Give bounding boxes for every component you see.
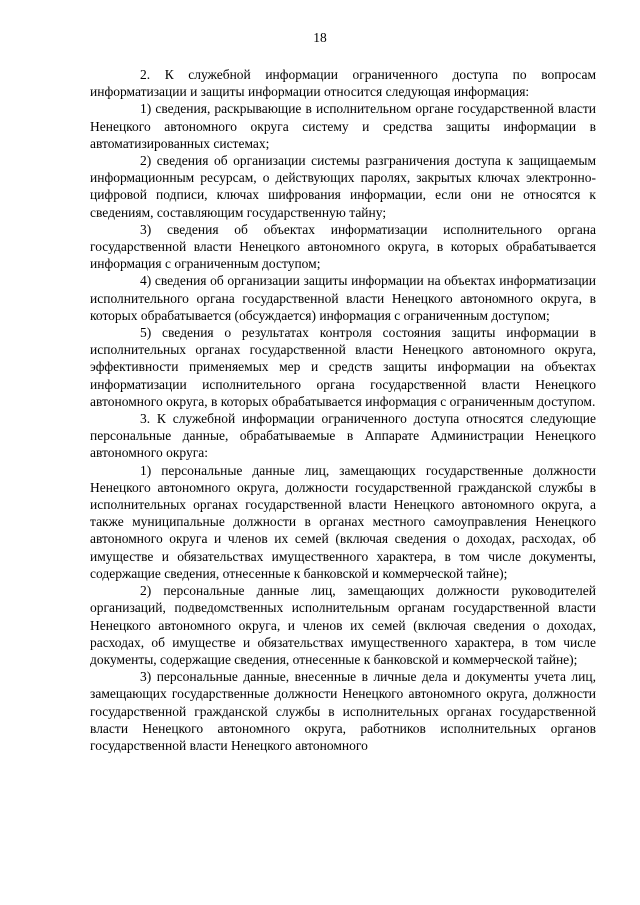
paragraph-subitem-3-3: 3) персональные данные, внесенные в личные дела и документы учета лиц, замещающих государственные должности Ненецкого автономного округа, должности государственной гражданской службы в исполнительных органах государственной власти Ненецкого автономного округа, работников исполнительных органов государственной власти Ненецкого автономного [90,669,596,753]
paragraph-subitem-3-2: 2) персональные данные лиц, замещающих должности руководителей организаций, подведомственных исполнительным органам государственной власти Ненецкого автономного округа, и членов их семей (включая сведения о доходах, расходах, об имуществе и обязательствах имущественного характера, в том числе документы, содержащие сведения, отнесенные к банковской и коммерческой тайне); [90,583,596,667]
paragraph-subitem-2-3: 3) сведения об объектах информатизации исполнительного органа государственной власти Ненецкого автономного округа, в которых обрабатывается информация с ограниченным доступом; [90,221,596,272]
page-number: 18 [313,30,327,45]
paragraph-item-3: 3. К служебной информации ограниченного доступа относятся следующие персональные данные, обрабатываемые в Аппарате Администрации Ненецкого автономного округа: [90,411,596,461]
document-body [90,66,596,754]
paragraph-subitem-3-1: 1) персональные данные лиц, замещающих государственные должности Ненецкого автономного округа, должности государственной гражданской службы в исполнительных органах государственной власти Ненецкого автономного округа, а также муниципальные должности в органах местного самоуправления Ненецкого автономного округа и членов их семей (включая сведения о доходах, расходах, об имуществе и обязательствах имущественного характера, в том числе документы, содержащие сведения, отнесенные к банковской и коммерческой тайне); [90,462,596,581]
paragraph-subitem-2-2: 2) сведения об организации системы разграничения доступа к защищаемым информационным ресурсам, о действующих паролях, закрытых ключах электронно-цифровой подписи, ключах шифрования информации, если они не относятся к сведениям, составляющим государственную тайну; [90,153,596,220]
paragraph-subitem-2-4: 4) сведения об организации защиты информации на объектах информатизации исполнительного органа государственной власти Ненецкого автономного округа, в которых обрабатывается (обсуждается) информация с ограниченным доступом; [90,273,596,323]
paragraph-subitem-2-5: 5) сведения о результатах контроля состояния защиты информации в исполнительных органах государственной власти Ненецкого автономного округа, эффективности применяемых мер и средств защиты информации на объектах информатизации исполнительного органа государственной власти Ненецкого автономного округа, в которых обрабатывается информация с ограниченным доступом. [90,325,596,409]
paragraph-item-2: 2. К служебной информации ограниченного доступа по вопросам информатизации и защиты информации относится следующая информация: [90,67,596,100]
paragraph-subitem-2-1: 1) сведения, раскрывающие в исполнительном органе государственной власти Ненецкого автономного округа систему и средства защиты информации в автоматизированных системах; [90,101,596,151]
